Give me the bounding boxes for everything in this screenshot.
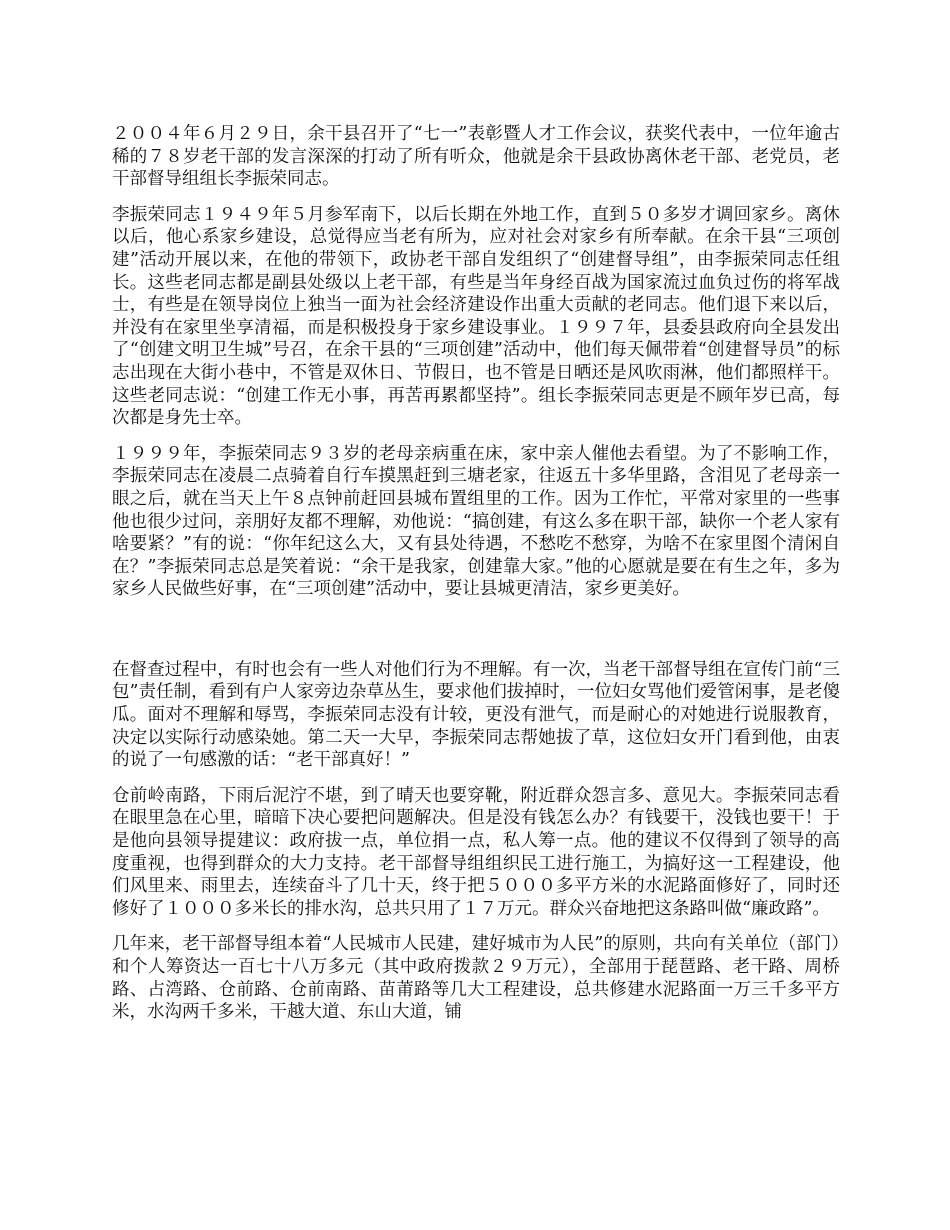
paragraph-2: 李振荣同志１９４９年５月参军南下，以后长期在外地工作，直到５０多岁才调回家乡。离休以后，他心系家乡建设，总觉得应当老有所为，应对社会对家乡有所奉献。在余干县“三项创建”活动开展以来，在他的带领下，政协老干部自发组织了“创建督导组”，由李振荣同志任组长。这些老同志都是副县处级以上老干部，有些是当年身经百战为国家流过血负过伤的将军战士，有些是在领导岗位上独当一面为社会经济建设作出重大贡献的老同志。他们退下来以后，并没有在家里坐享清福，而是积极投身于家乡建设事业。１９９７年，县委县政府向全县发出了“创建文明卫生城”号召，在余干县的“三项创建”活动中，他们每天佩带着“创建督导员”的标志出现在大街小巷中，不管是双休日、节假日，也不管是日晒还是风吹雨淋，他们都照样干。这些老同志说：“创建工作无小事，再苦再累都坚持”。组长李振荣同志更是不顾年岁已高，每次都是身先士卒。: [112, 204, 840, 429]
paragraph-1: ２００４年６月２９日，余干县召开了“七一”表彰暨人才工作会议，获奖代表中，一位年逾古稀的７８岁老干部的发言深深的打动了所有听众，他就是余干县政协离休老干部、老党员，老干部督导组组长李振荣同志。: [112, 124, 840, 190]
paragraph-5: 仓前岭南路，下雨后泥泞不堪，到了晴天也要穿靴，附近群众怨言多、意见大。李振荣同志看在眼里急在心里，暗暗下决心要把问题解决。但是没有钱怎么办？有钱要干，没钱也要干！于是他向县领导提建议：政府拔一点，单位捐一点，私人筹一点。他的建议不仅得到了领导的高度重视，也得到群众的大力支持。老干部督导组组织民工进行施工，为搞好这一工程建设，他们风里来、雨里去，连续奋斗了几十天，终于把５０００多平方米的水泥路面修好了，同时还修好了１０００多米长的排水沟，总共只用了１７万元。群众兴奋地把这条路叫做“廉政路”。: [112, 785, 840, 919]
article-body: [112, 123, 840, 1037]
paragraph-6: 几年来，老干部督导组本着“人民城市人民建，建好城市为人民”的原则，共向有关单位（部门）和个人筹资达一百七十八万多元（其中政府拨款２９万元），全部用于琵琶路、老干路、周桥路、占湾路、仓前路、仓前南路、苗莆路等几大工程建设，总共修建水泥路面一万三千多平方米，水沟两千多米，干越大道、东山大道，铺: [112, 934, 840, 1023]
paragraph-3: １９９９年，李振荣同志９３岁的老母亲病重在床，家中亲人催他去看望。为了不影响工作，李振荣同志在凌晨二点骑着自行车摸黑赶到三塘老家，往返五十多华里路，含泪见了老母亲一眼之后，就在当天上午８点钟前赶回县城布置组里的工作。因为工作忙，平常对家里的一些事他也很少过问，亲朋好友都不理解，劝他说：“搞创建，有这么多在职干部，缺你一个老人家有啥要紧？”有的说：“你年纪这么大，又有县处待遇，不愁吃不愁穿，为啥不在家里图个清闲自在？”李振荣同志总是笑着说：“余干是我家，创建靠大家。”他的心愿就是要在有生之年，多为家乡人民做些好事，在“三项创建”活动中，要让县城更清洁，家乡更美好。: [112, 443, 840, 600]
paragraph-4: 在督查过程中，有时也会有一些人对他们行为不理解。有一次，当老干部督导组在宣传门前“三包”责任制，看到有户人家旁边杂草丛生，要求他们拔掉时，一位妇女骂他们爱管闲事，是老傻瓜。面对不理解和辱骂，李振荣同志没有计较，更没有泄气，而是耐心的对她进行说服教育，决定以实际行动感染她。第二天一大早，李振荣同志帮她拔了草，这位妇女开门看到他，由衷的说了一句感激的话：“老干部真好！”: [112, 659, 840, 771]
